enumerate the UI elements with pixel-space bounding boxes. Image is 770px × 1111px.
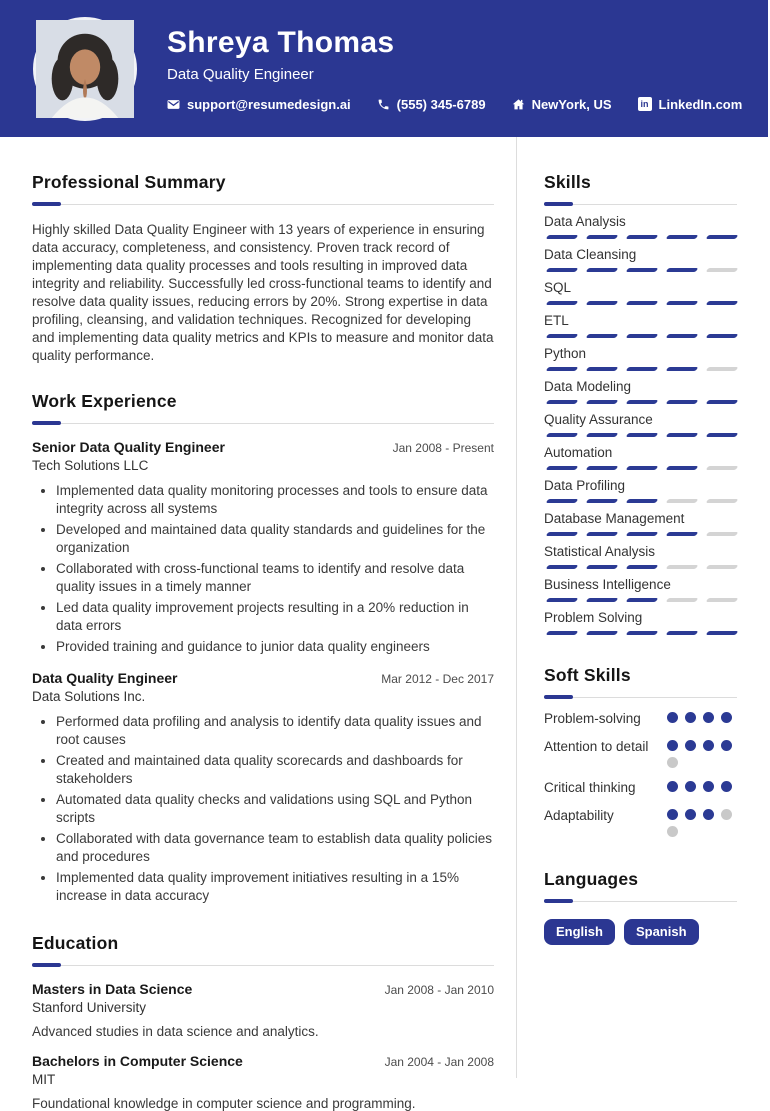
soft-skill-dot [685, 809, 696, 820]
skill-bar-segment [666, 235, 699, 239]
skill-bar-segment [626, 268, 659, 272]
languages-section [544, 869, 737, 945]
job-bullet-list [32, 713, 494, 905]
skill-bar-segment [586, 499, 619, 503]
language-pill: English [544, 919, 615, 945]
skill-bar [544, 499, 737, 503]
skill-bar [544, 367, 737, 371]
job-header [32, 439, 494, 455]
job-header [32, 670, 494, 686]
skill-bar-segment [666, 499, 699, 503]
skill-item [544, 280, 737, 305]
soft-skill-rating [667, 807, 737, 837]
soft-skills-title: Soft Skills [544, 665, 631, 685]
soft-skill-dot [721, 809, 732, 820]
skill-bar-segment [706, 268, 739, 272]
skill-name: Statistical Analysis [544, 544, 656, 559]
skill-bar-segment [666, 367, 699, 371]
skill-bar-segment [666, 400, 699, 404]
education-degree: Masters in Data Science [32, 981, 193, 997]
section-divider [32, 202, 494, 206]
divider-accent [32, 421, 61, 425]
contact-linkedin-text: LinkedIn.com [658, 96, 743, 112]
skill-bar-segment [546, 400, 579, 404]
education-dates: Jan 2008 - Jan 2010 [384, 983, 494, 997]
section-divider [32, 963, 494, 967]
skill-bar [544, 532, 737, 536]
skill-bar-segment [586, 301, 619, 305]
job-bullet: • Implemented data quality improvement initiatives resulting in a 15% increase in data accuracy [56, 869, 494, 905]
avatar [33, 17, 137, 121]
skill-bar-segment [706, 433, 739, 437]
job-company: Tech Solutions LLC [32, 458, 149, 473]
skill-bar-segment [586, 631, 619, 635]
soft-skill-rating [667, 738, 737, 768]
skill-item [544, 478, 737, 503]
skill-item [544, 577, 737, 602]
contact-email[interactable] [167, 97, 351, 112]
skill-bar-segment [626, 466, 659, 470]
soft-skill-item [544, 710, 737, 727]
soft-skill-dot [667, 809, 678, 820]
skill-bar-segment [626, 565, 659, 569]
soft-skill-name: Critical thinking [544, 780, 636, 795]
soft-skill-dot [667, 740, 678, 751]
soft-skill-dot [667, 712, 678, 723]
skill-bar-segment [626, 499, 659, 503]
divider-accent [32, 963, 61, 967]
skill-bar [544, 334, 737, 338]
skill-bar-segment [546, 301, 579, 305]
education-header [32, 1053, 494, 1069]
skill-bar-segment [586, 400, 619, 404]
education-entry [32, 981, 494, 1039]
skill-item [544, 247, 737, 272]
divider-accent [544, 202, 573, 206]
skill-bar-segment [626, 235, 659, 239]
job-entry [32, 439, 494, 656]
skill-item [544, 544, 737, 569]
soft-skill-name: Adaptability [544, 808, 614, 823]
section-divider [544, 202, 737, 206]
soft-skill-name: Attention to detail [544, 739, 649, 754]
education-school: MIT [32, 1072, 56, 1087]
skill-bar-segment [706, 499, 739, 503]
skill-bar-segment [666, 433, 699, 437]
education-title: Education [32, 933, 119, 953]
soft-skill-dot [685, 740, 696, 751]
skill-bar-segment [626, 334, 659, 338]
skill-item [544, 379, 737, 404]
skill-bar-segment [706, 466, 739, 470]
skill-bar-segment [546, 367, 579, 371]
skill-bar-segment [586, 433, 619, 437]
skill-bar-segment [706, 532, 739, 536]
skill-bar-segment [626, 367, 659, 371]
experience-title: Work Experience [32, 391, 177, 411]
job-bullet: • Implemented data quality monitoring processes and tools to ensure data integrity across all systems [56, 482, 494, 518]
skill-bar-segment [586, 367, 619, 371]
soft-skill-dot [721, 712, 732, 723]
job-company: Data Solutions Inc. [32, 689, 146, 704]
content-columns [0, 137, 768, 1111]
job-bullet: • Performed data profiling and analysis to identify data quality issues and root causes [56, 713, 494, 749]
soft-skill-dot [703, 809, 714, 820]
skill-name: Data Analysis [544, 214, 626, 229]
section-divider [544, 695, 737, 699]
person-title: Data Quality Engineer [167, 65, 314, 83]
skill-name: Data Profiling [544, 478, 626, 493]
soft-skill-dot [721, 781, 732, 792]
soft-skill-item [544, 738, 737, 768]
job-dates: Mar 2012 - Dec 2017 [381, 672, 494, 686]
soft-skill-dot [667, 757, 678, 768]
summary-text: Highly skilled Data Quality Engineer with 13 years of experience in ensuring data accuracy, completeness, and consistency. Proven track record of implementing data quality processes and tools resulting in improved data integrity and reliability. Successfully led cross-functional teams to identify and resolve data quality issues, reducing errors by 20%. Strong expertise in data profiling, cleansing, and validation techniques. Recognized for developing and implementing data quality metrics and KPIs to measure and monitor data quality performance. [32, 222, 494, 363]
skill-bar [544, 400, 737, 404]
soft-skills-section [544, 665, 737, 837]
skill-bar-segment [666, 268, 699, 272]
skill-name: SQL [544, 280, 572, 295]
skill-name: Business Intelligence [544, 577, 671, 592]
experience-section [32, 391, 494, 905]
skill-bar-segment [626, 301, 659, 305]
education-header [32, 981, 494, 997]
skill-bar-segment [666, 466, 699, 470]
skill-bar-segment [626, 631, 659, 635]
languages-title: Languages [544, 869, 639, 889]
soft-skill-item [544, 779, 737, 796]
skill-bar-segment [546, 433, 579, 437]
soft-skill-dot [721, 740, 732, 751]
skill-bar-segment [546, 466, 579, 470]
soft-skill-dot [685, 712, 696, 723]
person-name: Shreya Thomas [167, 25, 395, 59]
skill-bar-segment [546, 499, 579, 503]
skill-bar-segment [706, 235, 739, 239]
soft-skill-rating [667, 710, 737, 723]
divider-accent [32, 202, 61, 206]
skill-bar-segment [666, 334, 699, 338]
skill-bar [544, 235, 737, 239]
skill-bar-segment [706, 367, 739, 371]
skill-name: Data Cleansing [544, 247, 637, 262]
skill-bar-segment [706, 631, 739, 635]
skill-name: Database Management [544, 511, 685, 526]
education-description: Foundational knowledge in computer science and programming. [32, 1096, 416, 1111]
contact-row [167, 97, 742, 112]
skill-bar-segment [546, 268, 579, 272]
skill-item [544, 610, 737, 635]
summary-section [32, 172, 494, 365]
skill-bar-segment [666, 598, 699, 602]
soft-skill-name: Problem-solving [544, 711, 641, 726]
soft-skill-dot [685, 781, 696, 792]
skill-bar-segment [586, 598, 619, 602]
skills-section [544, 172, 737, 635]
skill-name: Data Modeling [544, 379, 632, 394]
skill-bar-segment [706, 400, 739, 404]
education-entry [32, 1053, 494, 1111]
education-section [32, 933, 494, 1111]
sidebar [516, 137, 770, 1078]
soft-skill-item [544, 807, 737, 837]
job-role: Data Quality Engineer [32, 670, 178, 686]
education-school: Stanford University [32, 1000, 147, 1015]
skill-name: Automation [544, 445, 613, 460]
skill-bar-segment [586, 334, 619, 338]
avatar-illustration [36, 20, 134, 118]
contact-linkedin[interactable] [638, 97, 743, 112]
skill-bar-segment [586, 466, 619, 470]
skill-item [544, 412, 737, 437]
education-dates: Jan 2004 - Jan 2008 [384, 1055, 494, 1069]
skill-bar [544, 466, 737, 470]
skill-bar-segment [666, 631, 699, 635]
education-description: Advanced studies in data science and analytics. [32, 1024, 319, 1039]
phone-icon [377, 98, 390, 111]
skill-bar-segment [586, 235, 619, 239]
soft-skill-dot [667, 826, 678, 837]
contact-location-text: NewYork, US [531, 96, 612, 112]
contact-location[interactable] [512, 97, 612, 112]
skill-item [544, 445, 737, 470]
education-degree: Bachelors in Computer Science [32, 1053, 243, 1069]
skill-bar-segment [626, 598, 659, 602]
skill-bar [544, 268, 737, 272]
skill-bar-segment [706, 334, 739, 338]
skill-bar-segment [546, 235, 579, 239]
skill-bar [544, 301, 737, 305]
section-divider [32, 421, 494, 425]
job-bullet: • Collaborated with data governance team to establish data quality policies and procedures [56, 830, 494, 866]
skill-item [544, 313, 737, 338]
soft-skill-dot [667, 781, 678, 792]
skill-name: ETL [544, 313, 569, 328]
skills-title: Skills [544, 172, 591, 192]
job-bullet: • Led data quality improvement projects resulting in a 20% reduction in data errors [56, 599, 494, 635]
email-icon [167, 98, 180, 111]
soft-skill-dot [703, 781, 714, 792]
divider-accent [544, 695, 573, 699]
skill-name: Quality Assurance [544, 412, 653, 427]
job-entry [32, 670, 494, 905]
skill-bar-segment [546, 565, 579, 569]
job-bullet: • Developed and maintained data quality standards and guidelines for the organization [56, 521, 494, 557]
summary-title: Professional Summary [32, 172, 226, 192]
section-divider [544, 899, 737, 903]
skill-bar-segment [626, 433, 659, 437]
skill-bar-segment [586, 268, 619, 272]
header [0, 0, 768, 137]
language-pills [544, 919, 737, 945]
soft-skill-dot [703, 712, 714, 723]
linkedin-icon: in [638, 97, 652, 111]
contact-phone[interactable] [377, 97, 486, 112]
skill-bar-segment [666, 565, 699, 569]
contact-email-text: support@resumedesign.ai [187, 96, 351, 112]
skill-name: Problem Solving [544, 610, 643, 625]
skill-bar-segment [546, 532, 579, 536]
divider-accent [544, 899, 573, 903]
skill-bar-segment [546, 334, 579, 338]
job-bullet: • Collaborated with cross-functional teams to identify and resolve data quality issues in a timely manner [56, 560, 494, 596]
skill-bar-segment [626, 400, 659, 404]
skill-bar-segment [706, 565, 739, 569]
job-bullet-list [32, 482, 494, 656]
job-bullet: • Provided training and guidance to junior data quality engineers [56, 638, 494, 656]
job-bullet: • Created and maintained data quality scorecards and dashboards for stakeholders [56, 752, 494, 788]
skill-bar-segment [626, 532, 659, 536]
language-pill: Spanish [624, 919, 699, 945]
skill-bar-segment [586, 532, 619, 536]
job-role: Senior Data Quality Engineer [32, 439, 225, 455]
home-icon [512, 98, 525, 111]
skill-item [544, 511, 737, 536]
skill-item [544, 346, 737, 371]
skill-bar-segment [546, 598, 579, 602]
header-text [167, 26, 742, 112]
soft-skill-dot [703, 740, 714, 751]
skill-item [544, 214, 737, 239]
soft-skill-rating [667, 779, 737, 792]
contact-phone-text: (555) 345-6789 [396, 96, 486, 112]
job-dates: Jan 2008 - Present [392, 441, 494, 455]
skill-bar-segment [586, 565, 619, 569]
skill-bar [544, 598, 737, 602]
skill-bar-segment [666, 532, 699, 536]
skill-bar-segment [546, 631, 579, 635]
main-column [0, 137, 516, 1111]
skill-name: Python [544, 346, 587, 361]
job-bullet: • Automated data quality checks and validations using SQL and Python scripts [56, 791, 494, 827]
skill-bar [544, 565, 737, 569]
skill-bar-segment [706, 598, 739, 602]
skill-bar-segment [666, 301, 699, 305]
skill-bar [544, 433, 737, 437]
skill-bar [544, 631, 737, 635]
skill-bar-segment [706, 301, 739, 305]
